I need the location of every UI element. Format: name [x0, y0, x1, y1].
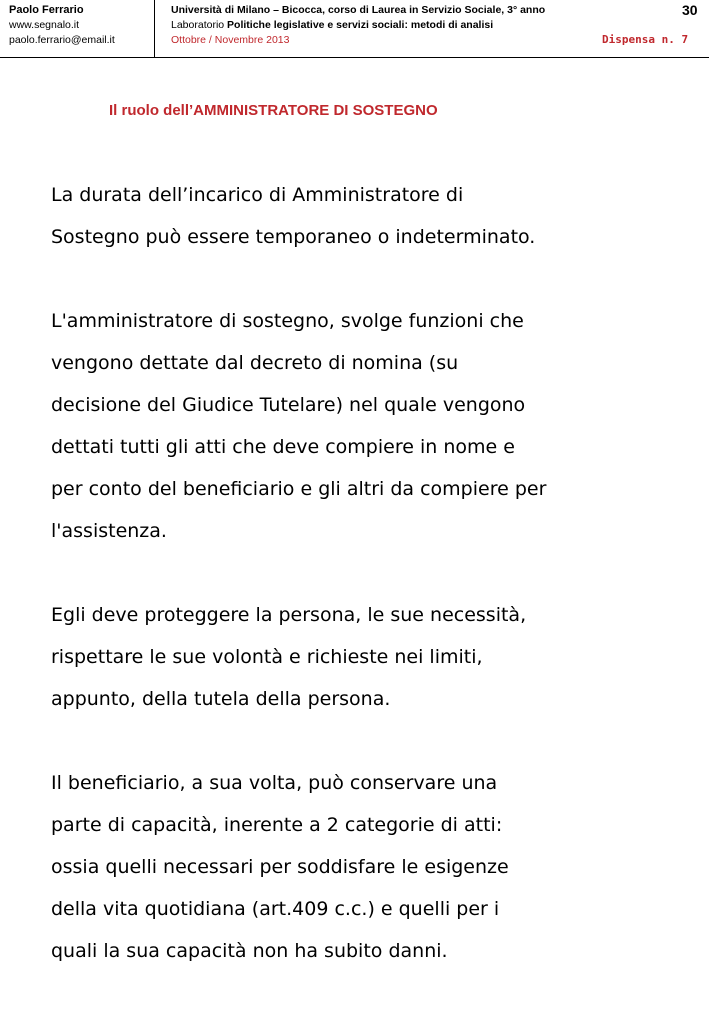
paragraph-line: per conto del beneficiario e gli altri da compiere per — [51, 478, 547, 500]
paragraph-line: l'assistenza. — [51, 520, 167, 542]
header-vertical-divider — [154, 0, 155, 57]
paragraph-line: quali la sua capacità non ha subito danni. — [51, 940, 448, 962]
paragraph-line: della vita quotidiana (art.409 c.c.) e quelli per i — [51, 898, 500, 920]
author-block — [9, 3, 149, 48]
period-line: Ottobre / Novembre 2013 — [171, 34, 290, 46]
paragraph-line: Il beneficiario, a sua volta, può conservare una — [51, 772, 498, 794]
author-website: www.segnalo.it — [9, 19, 80, 31]
body-text — [51, 174, 691, 1014]
paragraph-line: decisione del Giudice Tutelare) nel quale vengono — [51, 394, 526, 416]
paragraph-line: La durata dell’incarico di Amministratore di — [51, 184, 464, 206]
paragraph-line: ossia quelli necessari per soddisfare le esigenze — [51, 856, 509, 878]
paragraph-line: L'amministratore di sostegno, svolge funzioni che — [51, 310, 524, 332]
lab-prefix: Laboratorio — [171, 19, 228, 31]
paragraph-line: Sostegno può essere temporaneo o indeterminato. — [51, 226, 536, 248]
paragraph-line: dettati tutti gli atti che deve compiere in nome e — [51, 436, 515, 458]
paragraph-line: appunto, della tutela della persona. — [51, 688, 391, 710]
course-line: Università di Milano – Bicocca, corso di Laurea in Servizio Sociale, 3° anno — [171, 4, 546, 16]
paragraph-line: parte di capacità, inerente a 2 categorie di atti: — [51, 814, 503, 836]
lab-line — [171, 18, 611, 33]
author-email: paolo.ferrario@email.it — [9, 34, 115, 46]
section-title: Il ruolo dell’AMMINISTRATORE DI SOSTEGNO — [109, 102, 438, 119]
paragraph — [51, 762, 691, 972]
lab-title: Politiche legislative e servizi sociali: metodi di analisi — [227, 19, 494, 31]
paragraph-line: rispettare le sue volontà e richieste nei limiti, — [51, 646, 483, 668]
header-bottom-rule — [0, 57, 709, 58]
author-name: Paolo Ferrario — [9, 4, 84, 16]
paragraph — [51, 174, 691, 258]
paragraph-line: Egli deve proteggere la persona, le sue necessità, — [51, 604, 527, 626]
page-header — [0, 0, 709, 58]
paragraph-line: vengono dettate dal decreto di nomina (su — [51, 352, 459, 374]
paragraph — [51, 300, 691, 552]
paragraph — [51, 594, 691, 720]
course-block — [171, 3, 611, 48]
page-number: 30 — [682, 2, 698, 18]
dispensa-label: Dispensa n. 7 — [602, 33, 689, 46]
